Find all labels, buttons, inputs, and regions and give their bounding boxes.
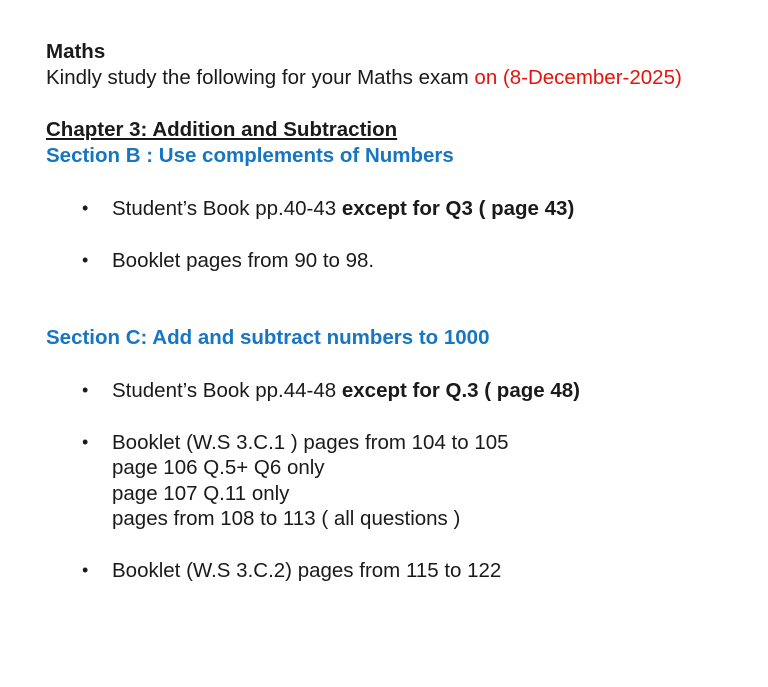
document-page — [46, 39, 758, 583]
list-item — [46, 248, 758, 274]
subject-heading: Maths — [46, 40, 106, 63]
intro-line — [46, 65, 758, 91]
item-line: page 107 Q.11 only — [112, 481, 290, 505]
item-text: Student’s Book pp.44-48 — [112, 379, 342, 402]
list-item — [46, 430, 758, 532]
bullet-icon: • — [82, 249, 89, 270]
section-c-title: Section C: Add and subtract numbers to 1000 — [46, 326, 490, 349]
list-item — [46, 558, 758, 584]
bullet-icon: • — [82, 380, 89, 400]
item-emphasis: except for Q3 ( page 43) — [341, 197, 575, 220]
section-b-list — [46, 196, 758, 273]
chapter-title: Chapter 3: Addition and Subtraction — [46, 118, 398, 141]
item-line: Booklet (W.S 3.C.1 ) pages from 104 to 105 — [112, 430, 509, 454]
item-line: pages from 108 to 113 ( all questions ) — [112, 507, 461, 530]
intro-text: Kindly study the following for your Maths exam — [46, 66, 475, 89]
section-b-title: Section B : Use complements of Numbers — [46, 144, 454, 167]
section-c-list — [46, 378, 758, 583]
item-text: Booklet pages from 90 to 98. — [112, 248, 375, 272]
list-item — [46, 378, 758, 404]
bullet-icon: • — [82, 431, 89, 452]
bullet-icon: • — [82, 198, 89, 218]
item-line: page 106 Q.5+ Q6 only — [112, 456, 325, 479]
exam-date: on (8-December-2025) — [474, 66, 682, 89]
item-text: Student’s Book pp.40-43 — [112, 197, 342, 220]
list-item — [46, 196, 758, 222]
item-text: Booklet (W.S 3.C.2) pages from 115 to 122 — [112, 558, 502, 582]
bullet-icon: • — [82, 559, 89, 580]
item-emphasis: except for Q.3 ( page 48) — [341, 379, 580, 402]
